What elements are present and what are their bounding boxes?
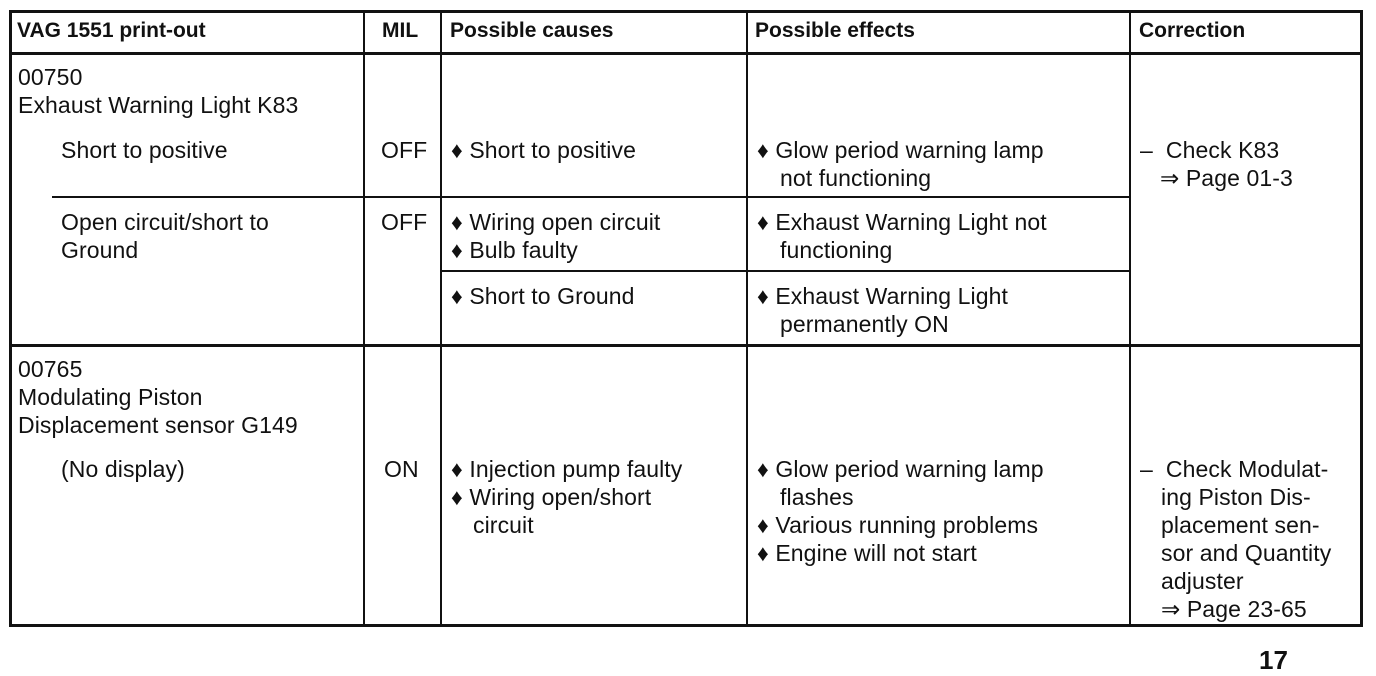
cause-text: Wiring open/short (469, 484, 652, 510)
bullet-icon: ♦ (451, 484, 463, 510)
block-divider (9, 344, 1363, 347)
bullet-icon: ♦ (451, 283, 463, 309)
fault-label: (No display) (61, 456, 185, 482)
header-printout: VAG 1551 print-out (17, 19, 206, 42)
effect-text-cont: permanently ON (780, 311, 949, 337)
component-name-cont: Displacement sensor G149 (18, 412, 298, 438)
cause-item (451, 455, 682, 483)
table-border-top (9, 10, 1363, 13)
correction-text: Check K83 (1165, 137, 1280, 163)
mil-status: OFF (381, 209, 428, 235)
row-divider-2 (441, 270, 1130, 272)
table-border-left (9, 10, 12, 627)
header-divider (9, 52, 1363, 55)
cause-item (451, 483, 651, 511)
bullet-icon: ♦ (757, 209, 769, 235)
effect-text: Engine will not start (775, 540, 977, 566)
bullet-icon: ♦ (451, 137, 463, 163)
row-divider-1 (52, 196, 1130, 198)
page-reference: ⇒ Page 23-65 (1161, 596, 1307, 622)
effect-text: Glow period warning lamp (775, 137, 1044, 163)
col-divider-mil (363, 10, 365, 627)
effect-text: Exhaust Warning Light not (775, 209, 1047, 235)
effect-item (757, 539, 977, 567)
correction-text-cont: placement sen- (1161, 512, 1320, 538)
bullet-icon: ♦ (757, 540, 769, 566)
cause-text: Wiring open circuit (469, 209, 661, 235)
bullet-icon: ♦ (757, 456, 769, 482)
col-divider-correction (1129, 10, 1131, 627)
header-mil: MIL (382, 19, 419, 42)
cause-text: Bulb faulty (469, 237, 578, 263)
effect-text: Glow period warning lamp (775, 456, 1044, 482)
cause-text: Injection pump faulty (469, 456, 683, 482)
bullet-icon: ♦ (451, 209, 463, 235)
bullet-icon: ♦ (757, 283, 769, 309)
cause-text: Short to positive (469, 137, 636, 163)
effect-item (757, 282, 1008, 310)
cause-item (451, 236, 578, 264)
bullet-icon: ♦ (757, 137, 769, 163)
correction-text-cont: adjuster (1161, 568, 1244, 594)
header-effects: Possible effects (755, 19, 915, 42)
cause-item (451, 208, 660, 236)
correction-text-cont: sor and Quantity (1161, 540, 1332, 566)
fault-label-cont: Ground (61, 237, 139, 263)
effect-text: Exhaust Warning Light (775, 283, 1008, 309)
effect-text-cont: not functioning (780, 165, 932, 191)
effect-item (757, 208, 1047, 236)
mil-status: OFF (381, 137, 428, 163)
cause-text: Short to Ground (469, 283, 635, 309)
col-divider-effects (746, 10, 748, 627)
effect-item (757, 455, 1044, 483)
bullet-icon: ♦ (451, 456, 463, 482)
bullet-icon: ♦ (451, 237, 463, 263)
cause-text-cont: circuit (473, 512, 534, 538)
correction-text-cont: ing Piston Dis- (1161, 484, 1311, 510)
header-correction: Correction (1139, 19, 1246, 42)
dash-icon: – (1140, 456, 1153, 482)
cause-item (451, 136, 636, 164)
cause-item (451, 282, 635, 310)
fault-label: Open circuit/short to (61, 209, 269, 235)
correction-text: Check Modulat- (1165, 456, 1329, 482)
fault-label: Short to positive (61, 137, 228, 163)
component-name: Exhaust Warning Light K83 (18, 92, 299, 118)
col-divider-causes (440, 10, 442, 627)
page-number: 17 (1259, 645, 1288, 675)
mil-status: ON (384, 456, 419, 482)
fault-code: 00765 (18, 356, 83, 382)
dash-icon: – (1140, 137, 1153, 163)
bullet-icon: ♦ (757, 512, 769, 538)
fault-code: 00750 (18, 64, 83, 90)
effect-item (757, 136, 1044, 164)
header-causes: Possible causes (450, 19, 614, 42)
effect-text-cont: functioning (780, 237, 893, 263)
effect-item (757, 511, 1038, 539)
correction-item (1140, 455, 1328, 483)
page-reference: ⇒ Page 01-3 (1160, 165, 1293, 191)
component-name: Modulating Piston (18, 384, 203, 410)
effect-text-cont: flashes (780, 484, 854, 510)
table-border-right (1360, 10, 1363, 627)
effect-text: Various running problems (775, 512, 1039, 538)
correction-item (1140, 136, 1279, 164)
table-border-bottom (9, 624, 1363, 627)
